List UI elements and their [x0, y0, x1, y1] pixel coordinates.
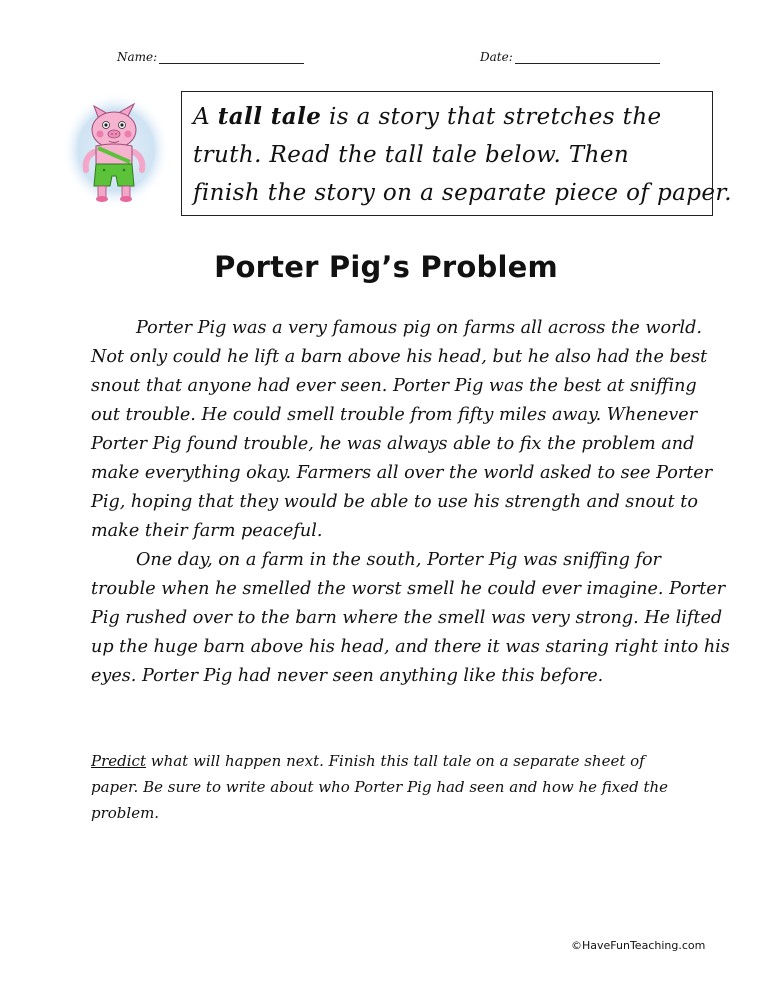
date-line[interactable]	[515, 52, 660, 64]
story-line: make their farm peaceful.	[91, 521, 323, 541]
tall-tale-term: tall tale	[217, 103, 322, 130]
story-line: up the huge barn above his head, and there it was staring right into his	[91, 637, 730, 657]
story-line: Pig, hoping that they would be able to use his strength and snout to	[91, 492, 698, 512]
intro-line-2: truth. Read the tall tale below. Then	[193, 142, 630, 168]
page-title: Porter Pig’s Problem	[214, 250, 558, 284]
intro-line-1: A tall tale is a story that stretches the	[193, 103, 662, 130]
name-line[interactable]	[159, 52, 304, 64]
predict-line-2: paper. Be sure to write about who Porter Pig had seen and how he fixed the	[91, 778, 669, 796]
story-line: eyes. Porter Pig had never seen anything like this before.	[91, 666, 604, 686]
intro-line-3: finish the story on a separate piece of paper.	[193, 180, 732, 206]
predict-line-3: problem.	[91, 804, 160, 822]
story-line: snout that anyone had ever seen. Porter Pig was the best at sniffing	[91, 376, 697, 396]
predict-keyword: Predict	[91, 752, 146, 770]
story-line: One day, on a farm in the south, Porter Pig was sniffing for	[136, 550, 661, 570]
story-line: out trouble. He could smell trouble from fifty miles away. Whenever	[91, 405, 698, 425]
story-line: Porter Pig was a very famous pig on farms all across the world.	[136, 318, 702, 338]
pig-illustration	[60, 88, 175, 213]
date-field[interactable]	[480, 50, 660, 64]
name-field[interactable]	[117, 50, 304, 64]
intro-box	[181, 91, 732, 216]
story-line: trouble when he smelled the worst smell he could ever imagine. Porter	[91, 579, 726, 599]
story-line: Not only could he lift a barn above his head, but he also had the best	[91, 347, 708, 367]
predict-instructions	[91, 748, 731, 826]
copyright-footer: ©HaveFunTeaching.com	[571, 939, 706, 952]
predict-line-1: Predict what will happen next. Finish this tall tale on a separate sheet of	[91, 752, 645, 770]
pig-icon	[60, 88, 175, 213]
story-line: Porter Pig found trouble, he was always able to fix the problem and	[91, 434, 695, 454]
story-text	[91, 314, 741, 691]
name-label: Name:	[117, 50, 158, 64]
date-label: Date:	[480, 50, 513, 64]
story-line: make everything okay. Farmers all over the world asked to see Porter	[91, 463, 713, 483]
story-line: Pig rushed over to the barn where the smell was very strong. He lifted	[91, 608, 723, 628]
